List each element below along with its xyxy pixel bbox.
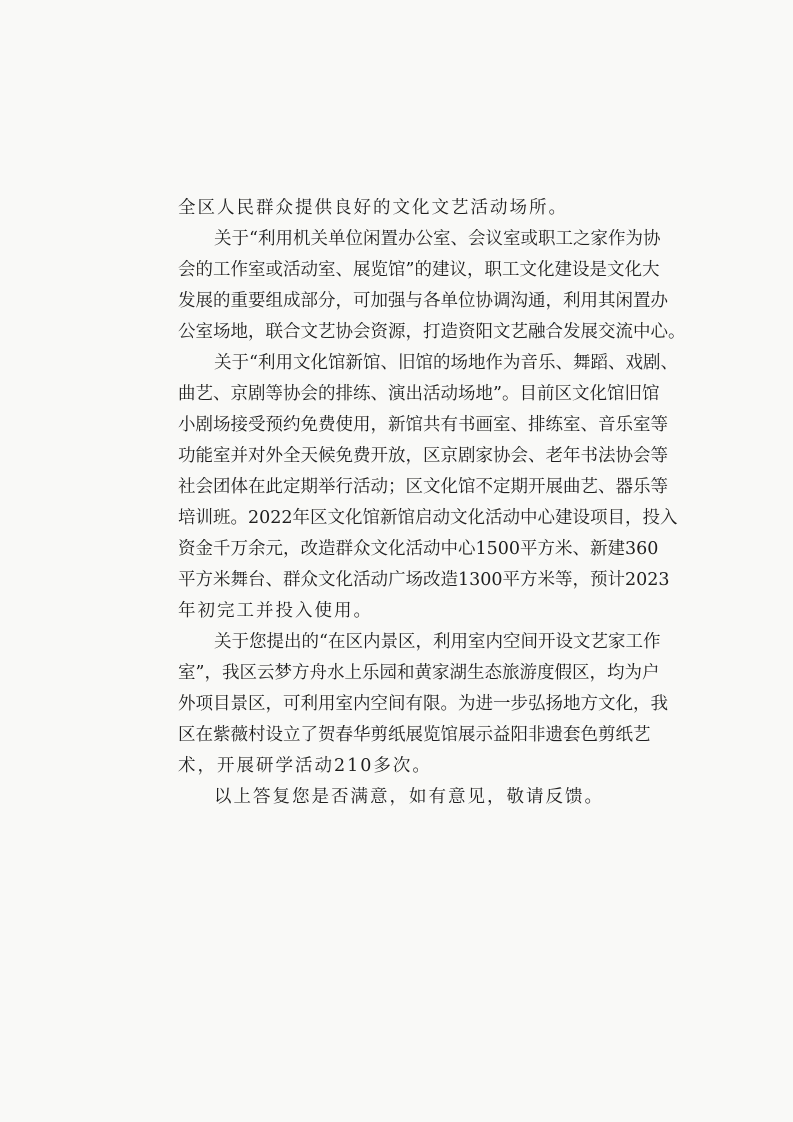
paragraph-1-line-1: 全区人民群众提供良好的文化文艺活动场所。 — [178, 198, 568, 218]
paragraph-3-line-3: 小剧场接受预约免费使用，新馆共有书画室、排练室、音乐室等 — [178, 415, 668, 435]
paragraph-3-line-6: 培训班。2022年区文化馆新馆启动文化活动中心建设项目，投入 — [178, 508, 678, 528]
paragraph-4-line-2: 室”，我区云梦方舟水上乐园和黄家湖生态旅游度假区，均为户 — [178, 663, 660, 683]
paragraph-2-line-1: 关于“利用机关单位闲置办公室、会议室或职工之家作为协 — [214, 229, 661, 249]
paragraph-3-line-2: 曲艺、京剧等协会的排练、演出活动场地”。目前区文化馆旧馆 — [178, 384, 660, 404]
paragraph-3-line-8: 平方米舞台、群众文化活动广场改造1300平方米等，预计2023 — [178, 570, 670, 590]
paragraph-2-line-2: 会的工作室或活动室、展览馆”的建议，职工文化建设是文化大 — [178, 260, 660, 280]
paragraph-2-line-4: 公室场地，联合文艺协会资源，打造资阳文艺融合发展交流中心。 — [178, 322, 686, 342]
paragraph-4-line-5: 术，开展研学活动210多次。 — [178, 756, 432, 776]
paragraph-3-line-1: 关于“利用文化馆新馆、旧馆的场地作为音乐、舞蹈、戏剧、 — [214, 353, 678, 373]
paragraph-3-line-9: 年初完工并投入使用。 — [178, 601, 373, 621]
paragraph-4-line-4: 区在紫薇村设立了贺春华剪纸展览馆展示益阳非遗套色剪纸艺 — [178, 725, 651, 745]
paragraph-3-line-5: 社会团体在此定期举行活动；区文化馆不定期开展曲艺、器乐等 — [178, 477, 668, 497]
paragraph-3-line-7: 资金千万余元，改造群众文化活动中心1500平方米、新建360 — [178, 539, 659, 559]
paragraph-5-line-1: 以上答复您是否满意，如有意见，敬请反馈。 — [214, 787, 604, 807]
paragraph-4-line-1: 关于您提出的“在区内景区，利用室内空间开设文艺家工作 — [214, 632, 661, 652]
paragraph-2-line-3: 发展的重要组成部分，可加强与各单位协调沟通，利用其闲置办 — [178, 291, 668, 311]
document-body — [178, 193, 686, 813]
paragraph-3-line-4: 功能室并对外全天候免费开放，区京剧家协会、老年书法协会等 — [178, 446, 668, 466]
paragraph-4-line-3: 外项目景区，可利用室内空间有限。为进一步弘扬地方文化，我 — [178, 694, 668, 714]
